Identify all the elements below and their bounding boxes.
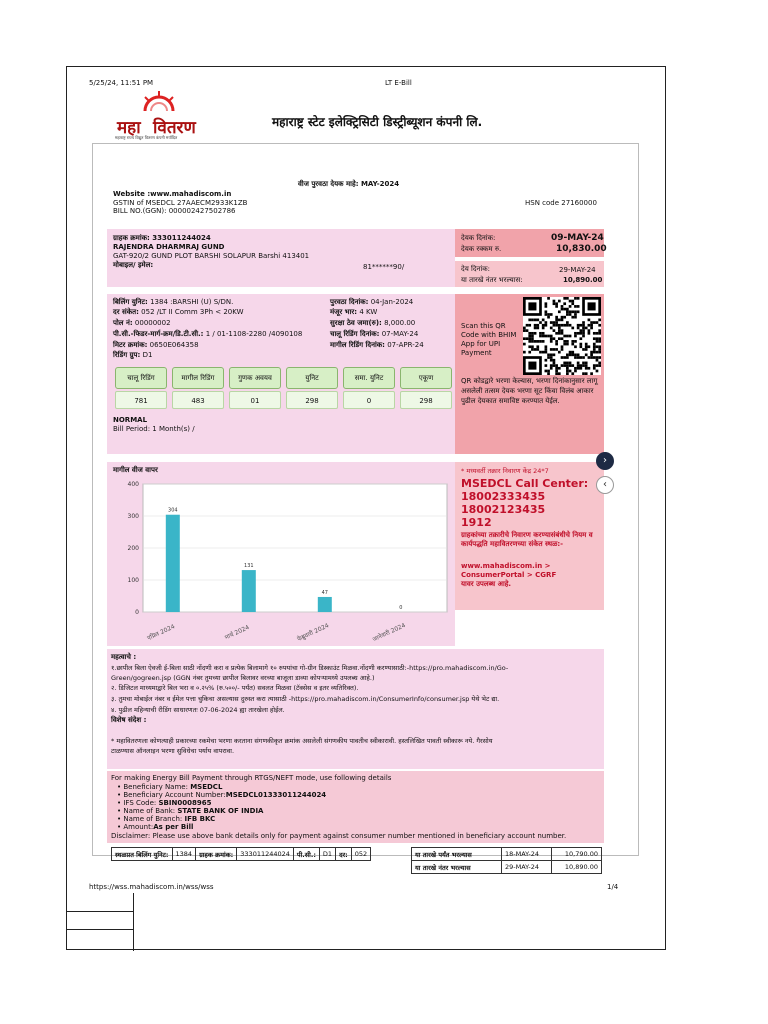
counterfoil-table <box>111 847 371 861</box>
consumer-no-label: ग्राहक क्रमांक: <box>113 234 150 242</box>
y-tick-label: 200 <box>127 545 139 552</box>
mobile-label: मोबाइल/ इमेल: <box>113 261 154 269</box>
foot-after-amount: 10,890.00 <box>552 861 602 874</box>
foot-unit: 1384 <box>172 848 196 861</box>
foot-pc-label: पी.सी.: <box>293 848 319 861</box>
meter-number: 0650E064358 <box>149 341 199 349</box>
load-label: मंजूर भार: <box>330 308 358 316</box>
y-tick-label: 300 <box>127 513 139 520</box>
pole: 00000002 <box>134 319 171 327</box>
foot-after-date: 29-MAY-24 <box>502 861 552 874</box>
after-due-amount: 10,890.00 <box>563 276 603 284</box>
beneficiary-label: Beneficiary Name: <box>123 783 188 791</box>
amount-label: Amount: <box>123 823 154 831</box>
mahavitaran-logo <box>115 89 201 141</box>
y-tick-label: 0 <box>135 609 139 616</box>
reading-value: 298 <box>400 391 452 409</box>
meter-label: मिटर क्रमांक: <box>113 341 148 349</box>
call-center-title: MSEDCL Call Center: <box>461 477 589 490</box>
rtgs-intro: For making Energy Bill Payment through RTGS/NEFT mode, use following details <box>111 774 392 782</box>
foot-unit-label: स्थळप्रत बिलिंग युनिट: <box>112 848 173 861</box>
bill-page <box>66 66 666 950</box>
qr-caption: Scan this QR Code with BHIM App for UPI Payment <box>461 322 517 357</box>
data-label: 131 <box>244 563 254 570</box>
mobile-value: 81******90/ <box>363 263 405 271</box>
foot-after-label: या तारखे नंतर भरल्यास <box>412 861 502 874</box>
data-label: 304 <box>168 507 178 514</box>
grievance-end: यावर उपलब्ध आहे. <box>461 580 512 588</box>
foot-tariff: 052 <box>351 848 370 861</box>
divider <box>133 893 134 951</box>
website: Website :www.mahadiscom.in <box>113 190 232 198</box>
page-number: 1/4 <box>607 883 619 891</box>
complaint-label: * मध्यवर्ती तक्रार निवारण केंद्र 24*7 <box>461 467 549 475</box>
x-tick-label: मार्च 2024 <box>223 623 251 642</box>
bank-name: STATE BANK OF INDIA <box>177 807 264 815</box>
supply-date: 04-Jan-2024 <box>370 298 414 306</box>
chevron-left-icon[interactable]: ‹ <box>596 476 614 494</box>
deposit: 8,000.00 <box>384 319 416 327</box>
logo-brand: वितरण <box>153 118 196 138</box>
amount-value: As per Bill <box>153 823 194 831</box>
reading-header: गुणक अवयव <box>229 367 281 389</box>
reading-value: 0 <box>343 391 395 409</box>
billing-unit: 1384 :BARSHI (U) S/DN. <box>150 298 234 306</box>
foot-tariff-label: दर: <box>336 848 352 861</box>
foot-consumer: 333011244024 <box>237 848 294 861</box>
usage-bar-chart <box>107 474 455 646</box>
y-tick-label: 400 <box>127 481 139 488</box>
dtc: 1 / 01-1108-2280 /4090108 <box>205 330 303 338</box>
helpline-2[interactable]: 18002123435 <box>461 503 546 516</box>
footer-url: https://wss.mahadiscom.in/wss/wss <box>89 883 214 891</box>
current-reading-date: 07-MAY-24 <box>381 330 419 338</box>
bill-body: वीज पुरवठा देयक माहे: MAY-2024 Website :www.mahadiscom.in GSTIN of MSEDCL 27AAECM2933K1ZB BILL NO.(GGN): 000002427502786 HSN code 27160000 ग्राहक क्रमांक: 333011244024 RAJENDRA DHARMRAJ GUND GAT-920/2 GUND PLOT BARSHI SOLAPUR Barshi 413401 मोबाइल/ इमेल: 81******90/ देयक दिनांक: 09-MAY-24 देयक रक्कम रु. 10,830.00 देय दिनांक: 29-MAY-24 या तारखे नंतर भरल्यास: 10,890.00 बिलिंग युनिट: 1384 :BARSHI (U) S/DN. दर संकेत: 052 /LT II Comm 3Ph < 20KW पोल नं: 00000002 पी.सी.-फिडर-मार्ग-क्रम/डि.टी.सी.: 1 / 01-1108-2280 /4090108 मिटर क्रमांक: 0650E064358 रिडिंग ग्रुप: D1 पुरवठा दिनांक: 04-Jan-2024 मंजूर भार: 4 KW सुरक्षा ठेव जमा(रु): 8,000.00 चालू रिडिंग दिनांक: 07-MAY-24 मागील रिडिंग दिनांक: 07-APR-24 चालू रिडिंग मागील रिडिंग गुणक अवयव युनिट समा. युनिट एकूण 781 483 01 298 0 298 NORMAL Bill Period: 1 Month(s) / Scan this QR Code with BHIM App for UPI Payment QR कोडद्वारे भरणा केल्यास, भरणा दिनांकानुसार लागू असलेली तत्सम देयक भरणा सूट किंवा विलंब आकार पुढील देयकात समाविष्ट करण्यात येईल. मागील वीज वापर 400 300 200 100 0 304 एप्रिल 2024 131 मार्च 2024 47 फेब्रुवारी 2024 0 जानेवारी 2024 * मध्यवर्ती तक्रार निवारण केंद्र 24*7 MSEDCL Call Center: 18002333435 18002123435 1912 ग्राहकांच्या तक्रारीचे निवारण करण्यासंबंधीचे नियम व कार्यपद्धति महावितरणच्या संकेत स्थळ:- www.mahadiscom.in > ConsumerPortal > CGRF यावर उपलब्ध आहे. महत्वाचे : १.छापील बिला ऐवजी ई-बिला साठी नोंदणी करा व प्रत्येक बिलामागे १० रुपयांचा गो-ग्रीन डिस्काउंट मिळवा.नोंदणी करण्यासाठी:-https://pro.mahadiscom.in/Go- Green/gogreen.jsp (GGN नंबर तुमच्या छापील बिलावर वरच्या बाजूला डाव्या कोपऱ्यामध्ये उपलब्ध आहे.) २. डिजिटल माध्यमाद्वारे बिल भरा व ०.२५% (रु.५००/- पर्यंत) सवलत मिळवा (टॅक्सेस व इतर व्यतिरिक्त). ३. तुमचा मोबाईल नंबर व ईमेल पत्ता चुकिचा असल्यास दुरुस्त करा त्यासाठी -https://pro.mahadiscom.in/ConsumerInfo/consumer.jsp येथे भेट द्या. ४. पुढील महिन्याची रीडिंग साधारणतः 07-06-2024 ह्या तारखेला होईल. विशेष संदेश : * महावितरणला कोणत्याही प्रकारच्या रकमेचा भरणा करताना संगणकीकृत क्रमांक असलेली संगणकीय पावतीच स्वीकारावी. हस्तलिखित पावती स्वीकारू नये. गैरसोय टाळण्यास ऑनलाइन भरणा सुविधेचा पर्याय वापरावा. For making Energy Bill Payment through RTGS/NEFT mode, use following details • Beneficiary Name: MSEDCL • Beneficiary Account Number:MSEDCL01333011244024 • IFS Code: SBIN0008965 • Name of Bank: STATE BANK OF INDIA • Name of Branch: IFB BKC • Amount:As per Bill Disclaimer: Please use above bank details only for payment against consumer number mentioned in beneficiary account number. स्थळप्रत बिलिंग युनिट: 1384 ग्राहक क्रमांक: 333011244024 पी.सी.: D1 दर: 052 या तारखे पर्यंत भरल्यास 18-MAY-24 10,790.00 या तारखे नंतर भरल्यास 29-MAY-24 10,890.00 <box>92 143 639 856</box>
bank-label: Name of Bank: <box>123 807 176 815</box>
special-label: विशेष संदेश : <box>111 716 147 724</box>
consumer-no: 333011244024 <box>152 234 211 242</box>
foot-before-amount: 10,790.00 <box>552 848 602 861</box>
reading-value: 01 <box>229 391 281 409</box>
previous-reading-date: 07-APR-24 <box>387 341 424 349</box>
grievance-text: ग्राहकांच्या तक्रारीचे निवारण करण्यासंबंधीचे नियम व कार्यपद्धति महावितरणच्या संकेत स्थळ:- <box>461 531 593 548</box>
x-tick-label: जानेवारी 2024 <box>371 621 407 644</box>
account-label: Beneficiary Account Number: <box>123 791 226 799</box>
company-name: महाराष्ट्र स्टेट इलेक्ट्रिसिटी डिस्ट्रीब्यूशन कंपनी लि. <box>272 115 483 129</box>
bill-amount-label: देयक रक्कम रु. <box>461 245 502 253</box>
disclaimer: Disclaimer: Please use above bank details only for payment against consumer number mentioned in beneficiary account number. <box>111 832 567 840</box>
pole-label: पोल नं: <box>113 319 133 327</box>
reading-status: NORMAL <box>113 416 148 424</box>
bill-number: BILL NO.(GGN): 000002427502786 <box>113 207 236 215</box>
reading-header: मागील रिडिंग <box>172 367 224 389</box>
dtc-label: पी.सी.-फिडर-मार्ग-क्रम/डि.टी.सी.: <box>113 330 204 338</box>
hsn-code: HSN code 27160000 <box>525 199 597 207</box>
reading-value: 781 <box>115 391 167 409</box>
bill-month-label: वीज पुरवठा देयक माहे: <box>298 180 359 188</box>
foot-before-date: 18-MAY-24 <box>502 848 552 861</box>
due-date: 29-MAY-24 <box>559 266 596 274</box>
reading-group-label: रिडिंग ग्रुप: <box>113 351 141 359</box>
consumer-name: RAJENDRA DHARMRAJ GUND <box>113 243 225 251</box>
helpline-3[interactable]: 1912 <box>461 516 492 529</box>
consumer-address: GAT-920/2 GUND PLOT BARSHI SOLAPUR Barshi 413401 <box>113 252 310 260</box>
bar <box>242 570 256 612</box>
note-1b: Green/gogreen.jsp (GGN नंबर तुमच्या छापील बिलावर वरच्या बाजूला डाव्या कोपऱ्यामध्ये उपलब्ध आहे.) <box>111 674 375 682</box>
grievance-link[interactable]: www.mahadiscom.in > ConsumerPortal > CGRF <box>461 562 557 579</box>
tariff-label: दर संकेत: <box>113 308 139 316</box>
print-datetime: 5/25/24, 11:51 PM <box>89 79 154 87</box>
note-1: १.छापील बिला ऐवजी ई-बिला साठी नोंदणी करा व प्रत्येक बिलामागे १० रुपयांचा गो-ग्रीन डिस्काउंट मिळवा.नोंदणी करण्यासाठी:-https://pro.mahadiscom.in/Go- <box>111 664 509 672</box>
bar <box>318 597 332 612</box>
reading-header: एकूण <box>400 367 452 389</box>
load: 4 KW <box>359 308 378 316</box>
supply-date-label: पुरवठा दिनांक: <box>330 298 369 306</box>
x-tick-label: एप्रिल 2024 <box>146 623 177 643</box>
previous-reading-date-label: मागील रिडिंग दिनांक: <box>330 341 385 349</box>
helpline-1[interactable]: 18002333435 <box>461 490 546 503</box>
bill-period: Bill Period: 1 Month(s) / <box>113 425 195 433</box>
branch-name: IFB BKC <box>184 815 216 823</box>
document-title: LT E-Bill <box>385 79 412 87</box>
current-reading-date-label: चालू रिडिंग दिनांक: <box>330 330 380 338</box>
data-label: 47 <box>321 589 328 596</box>
qr-note: QR कोडद्वारे भरणा केल्यास, भरणा दिनांकानुसार लागू असलेली तत्सम देयक भरणा सूट किंवा विलंब आकार पुढील देयकात समाविष्ट करण्यात येईल. <box>461 377 598 405</box>
divider <box>67 929 133 930</box>
sun-logo-icon <box>141 91 177 113</box>
note-3: ३. तुमचा मोबाईल नंबर व ईमेल पत्ता चुकिचा असल्यास दुरुस्त करा त्यासाठी -https://pro.mahadiscom.in/ConsumerInfo/consumer.jsp येथे भेट द्या. <box>111 695 500 703</box>
bill-date-label: देयक दिनांक: <box>461 234 496 242</box>
foot-pc: D1 <box>319 848 335 861</box>
bar <box>166 515 180 612</box>
deposit-label: सुरक्षा ठेव जमा(रु): <box>330 319 382 327</box>
upi-qr-code[interactable] <box>523 297 601 375</box>
bill-date: 09-MAY-24 <box>551 233 604 243</box>
reading-header: युनिट <box>286 367 338 389</box>
foot-consumer-label: ग्राहक क्रमांक: <box>196 848 237 861</box>
chart-title: मागील वीज वापर <box>113 466 158 474</box>
data-label: 0 <box>399 605 403 611</box>
note-2: २. डिजिटल माध्यमाद्वारे बिल भरा व ०.२५% (रु.५००/- पर्यंत) सवलत मिळवा (टॅक्सेस व इतर व्यतिरिक्त). <box>111 684 359 692</box>
billing-unit-label: बिलिंग युनिट: <box>113 298 148 306</box>
reading-group: D1 <box>142 351 153 359</box>
reading-value: 483 <box>172 391 224 409</box>
x-tick-label: फेब्रुवारी 2024 <box>296 622 331 644</box>
bill-month: MAY-2024 <box>360 180 400 188</box>
after-due-label: या तारखे नंतर भरल्यास: <box>461 276 523 284</box>
ifsc-label: IFS Code: <box>123 799 157 807</box>
gstin: GSTIN of MSEDCL 27AAECM2933K1ZB <box>113 199 248 207</box>
account-number: MSEDCL01333011244024 <box>225 791 327 799</box>
special-message-1: * महावितरणला कोणत्याही प्रकारच्या रकमेचा भरणा करताना संगणकीकृत क्रमांक असलेली संगणकीय पावतीच स्वीकारावी. हस्तलिखित पावती स्वीकारू नये. गैरसोय <box>111 737 493 745</box>
y-tick-label: 100 <box>127 577 139 584</box>
due-date-label: देय दिनांक: <box>461 265 490 273</box>
reading-header: समा. युनिट <box>343 367 395 389</box>
note-4: ४. पुढील महिन्याची रीडिंग साधारणतः 07-06-2024 ह्या तारखेला होईल. <box>111 706 285 714</box>
beneficiary-name: MSEDCL <box>190 783 223 791</box>
foot-before-label: या तारखे पर्यंत भरल्यास <box>412 848 502 861</box>
special-message-2: टाळण्यास ऑनलाइन भरणा सुविधेचा पर्याय वापरावा. <box>111 747 235 755</box>
important-label: महत्वाचे : <box>111 653 137 661</box>
logo-tagline: महाराष्ट्र राज्य विद्युत वितरण कंपनी मर्यादित <box>115 135 178 140</box>
reading-header: चालू रिडिंग <box>115 367 167 389</box>
divider <box>67 911 133 912</box>
branch-label: Name of Branch: <box>123 815 183 823</box>
ifsc-code: SBIN0008965 <box>158 799 212 807</box>
logo-prefix: महा <box>117 118 141 138</box>
tariff: 052 /LT II Comm 3Ph < 20KW <box>141 308 244 316</box>
bill-amount: 10,830.00 <box>556 244 607 254</box>
reading-value: 298 <box>286 391 338 409</box>
scroll-top-icon[interactable]: › <box>596 452 614 470</box>
payment-schedule-table <box>411 847 602 874</box>
